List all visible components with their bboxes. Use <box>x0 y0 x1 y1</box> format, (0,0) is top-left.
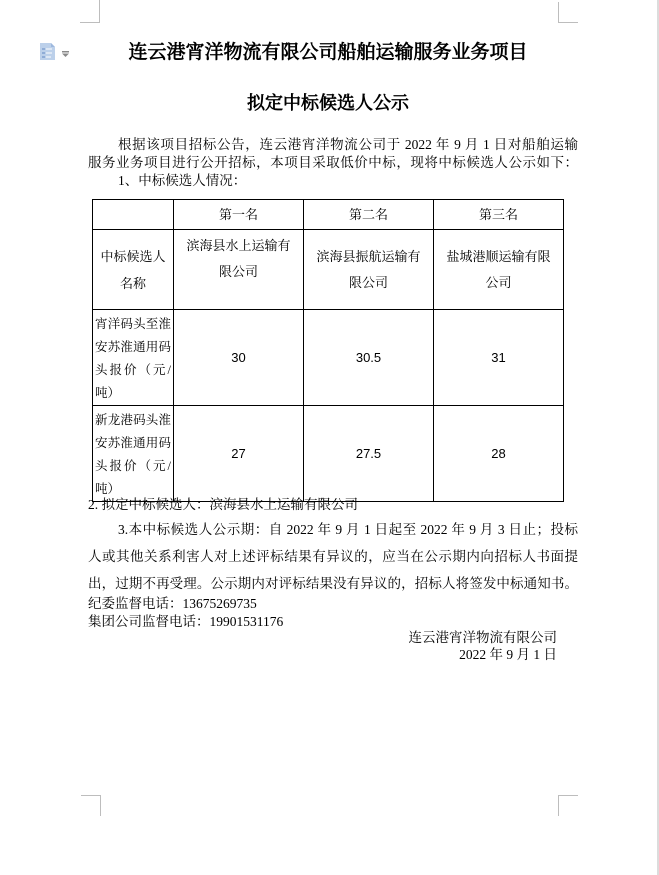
signature-company: 连云港宵洋物流有限公司 <box>408 630 557 645</box>
price1-third: 31 <box>434 310 564 406</box>
table-header-rank2: 第二名 <box>304 200 434 230</box>
candidate-second: 滨海县振航运输有限公司 <box>304 230 434 310</box>
document-title: 连云港宵洋物流有限公司船舶运输服务业务项目 <box>128 42 528 63</box>
table-row-price-xiaoyang <box>93 310 564 406</box>
publicity-line-2: 人或其他关系利害人对上述评标结果有异议的，应当在公示期内向招标人书面提 <box>88 549 578 564</box>
paste-options-button[interactable] <box>38 44 72 64</box>
candidate-third: 盐城港顺运输有限公司 <box>434 230 564 310</box>
publicity-line-1: 3.本中标候选人公示期：自 2022 年 9 月 1 日起至 2022 年 9 月 3 日止；投标 <box>118 522 578 537</box>
table-header-rank1: 第一名 <box>174 200 304 230</box>
intro-paragraph <box>88 136 578 190</box>
margin-crop-mark-bottom-left <box>81 795 101 816</box>
discipline-phone: 纪委监督电话：13675269735 <box>88 596 257 611</box>
margin-crop-mark-top-left <box>80 0 100 23</box>
row-label-price-xinlonggang: 新龙港码头淮安苏淮通用码头报价（元/吨） <box>93 406 174 502</box>
candidate-first: 滨海县水上运输有限公司 <box>174 230 304 310</box>
intro-line-3: 1、中标候选人情况： <box>118 173 247 188</box>
table-header-rank3: 第三名 <box>434 200 564 230</box>
signature-date: 2022 年 9 月 1 日 <box>459 647 557 662</box>
bid-candidates-table <box>92 199 564 502</box>
table-row-price-xinlonggang <box>93 406 564 502</box>
table-header-row <box>93 200 564 230</box>
signature-block <box>88 629 557 663</box>
price1-first: 30 <box>174 310 304 406</box>
row-label-price-xiaoyang: 宵洋码头至淮安苏淮通用码头报价（元/吨） <box>93 310 174 406</box>
price1-second: 30.5 <box>304 310 434 406</box>
chevron-down-icon <box>61 45 70 63</box>
price2-first: 27 <box>174 406 304 502</box>
document-subtitle: 拟定中标候选人公示 <box>247 93 409 113</box>
margin-crop-mark-bottom-right <box>558 795 578 816</box>
price2-third: 28 <box>434 406 564 502</box>
row-label-candidate-name: 中标候选人名称 <box>93 230 174 310</box>
group-phone: 集团公司监督电话：19901531176 <box>88 614 284 629</box>
section-proposed-winner: 2. 拟定中标候选人：滨海县水上运输有限公司 <box>88 497 358 512</box>
supervision-phones <box>88 595 578 631</box>
publicity-line-3: 出，过期不再受理。公示期内对评标结果没有异议的，招标人将签发中标通知书。 <box>88 576 578 591</box>
table-header-empty <box>93 200 174 230</box>
paste-icon <box>38 42 56 66</box>
margin-crop-mark-top-right <box>558 2 578 23</box>
table-row-candidate-names <box>93 230 564 310</box>
section-publicity-period <box>88 516 578 597</box>
intro-line-2: 服务业务项目进行公开招标，本项目采取低价中标，现将中标候选人公示如下： <box>88 155 578 170</box>
price2-second: 27.5 <box>304 406 434 502</box>
intro-line-1: 根据该项目招标公告，连云港宵洋物流公司于 2022 年 9 月 1 日对船舶运输 <box>118 137 578 152</box>
